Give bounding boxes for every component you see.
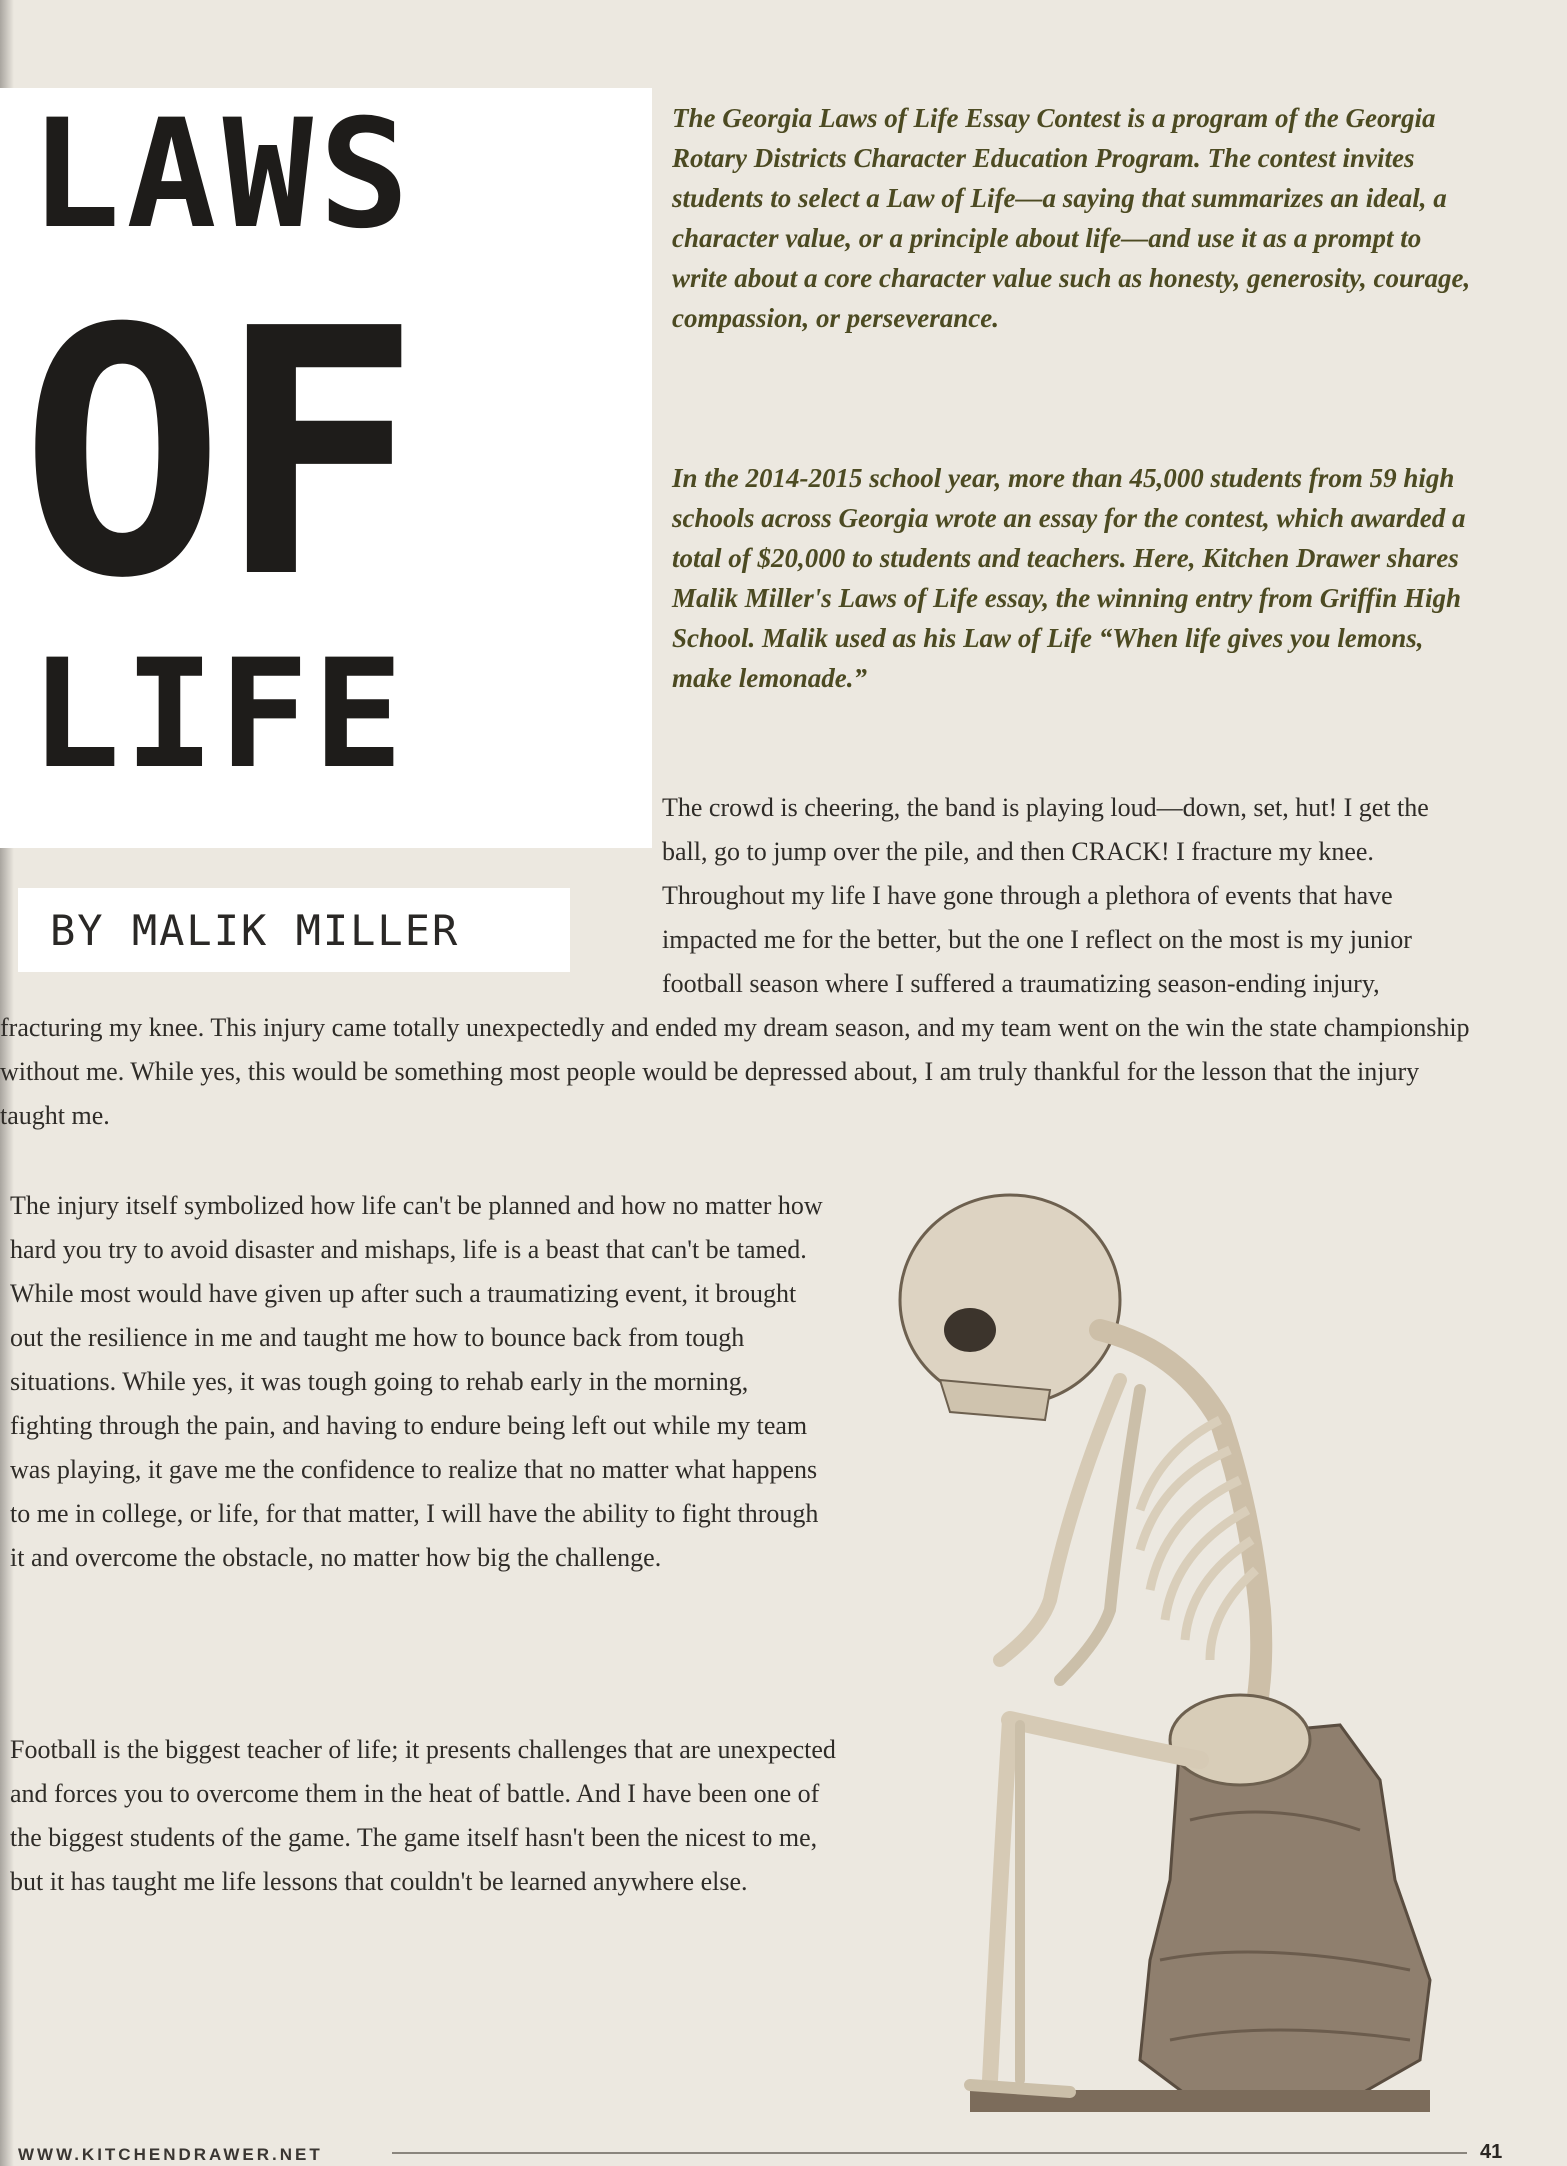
pelvis-shape <box>1170 1695 1310 1785</box>
seated-skeleton-illustration <box>820 1180 1540 2120</box>
essay-paragraph-1-wrap <box>0 786 1480 1138</box>
rock-shape <box>1140 1725 1430 2105</box>
footer-divider <box>392 2152 1467 2154</box>
intro-paragraph-1: The Georgia Laws of Life Essay Contest is a program of the Georgia Rotary Districts Character Education Program. The contest invites students to select a Law of Life—a saying that summarizes an ideal, a character value, or a principle about life—and use it as a prompt to write about a core character value such as honesty, generosity, courage, compassion, or perseverance. <box>672 103 1471 333</box>
essay-paragraph-1: The crowd is cheering, the band is playing loud—down, set, hut! I get the ball, go to jump over the pile, and then CRACK! I fracture my knee. Throughout my life I have gone through a plethora of events that have impacted me for the better, but the one I reflect on the most is my junior football season where I suffered a traumatizing season-ending injury, fracturing my knee. This injury came totally unexpectedly and ended my dream season, and my team went on the win the state championship without me. While yes, this would be something most people would be depressed about, I am truly thankful for the lesson that the injury taught me. <box>0 793 1470 1130</box>
page-number: 41 <box>1480 2141 1503 2163</box>
float-spacer <box>0 786 662 986</box>
essay-paragraph-3: Football is the biggest teacher of life; it presents challenges that are unexpected and forces you to overcome them in the heat of battle. And I have been one of the biggest students of the game. The game itself hasn't been the nicest to me, but it has taught me life lessons that couldn't be learned anywhere else. <box>10 1735 836 1896</box>
title-life: LIFE <box>30 628 408 802</box>
title-laws: LAWS <box>30 88 416 262</box>
shin-shape <box>990 1720 1010 2080</box>
footer-website: WWW.KITCHENDRAWER.NET <box>18 2145 323 2164</box>
skull-shape <box>900 1195 1120 1405</box>
essay-paragraph-2: The injury itself symbolized how life can't be planned and how no matter how hard you try to avoid disaster and mishaps, life is a beast that can't be tamed. While most would have given up after such a traumatizing event, it brought out the resilience in me and taught me how to bounce back from tough situations. While yes, it was tough going to rehab early in the morning, fighting through the pain, and having to endure being left out while my team was playing, it gave me the confidence to realize that no matter what happens to me in college, or life, for that matter, I will have the ability to fight through it and overcome the obstacle, no matter how big the challenge. <box>10 1191 823 1572</box>
title-of: OF <box>20 257 414 653</box>
intro-paragraph-2: In the 2014-2015 school year, more than 45,000 students from 59 high schools across Georgia wrote an essay for the contest, which awarded a total of $20,000 to students and teachers. Here, Kitchen Drawer shares Malik Miller's Laws of Life essay, the winning entry from Griffin High School. Malik used as his Law of Life “When life gives you lemons, make lemonade.” <box>672 463 1466 693</box>
author-byline: BY MALIK MILLER <box>50 906 460 955</box>
